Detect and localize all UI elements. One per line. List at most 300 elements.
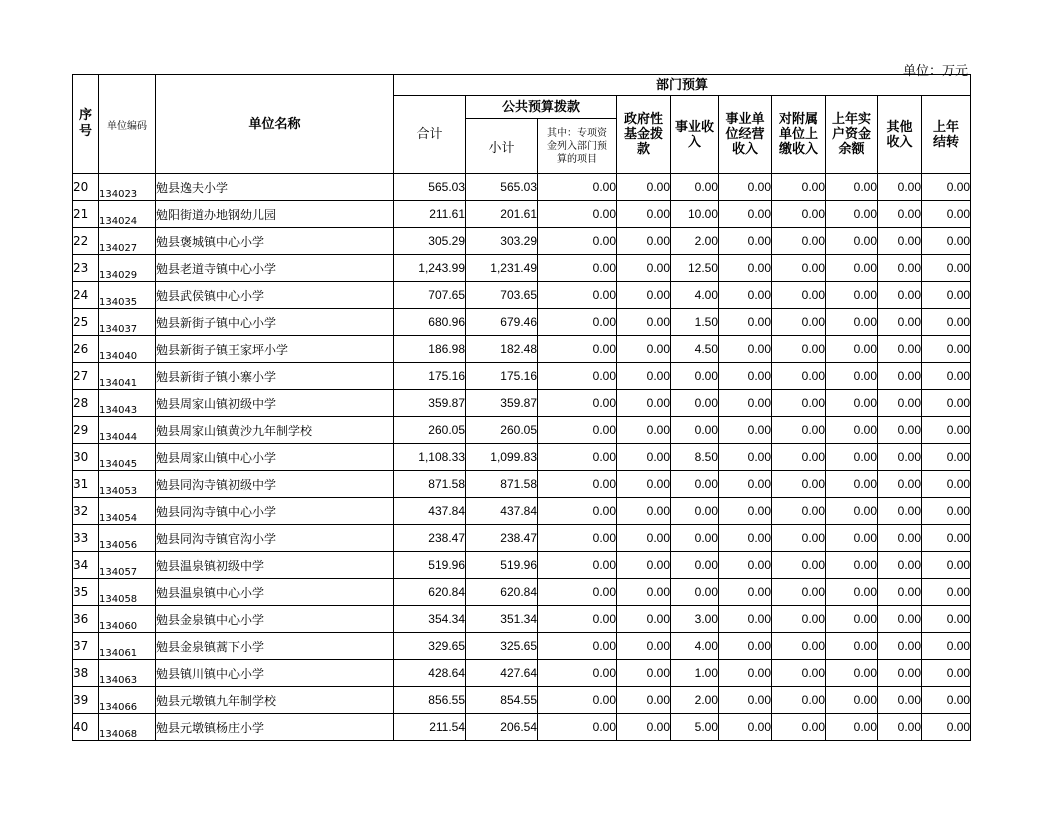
- total-cell: 359.87: [394, 390, 466, 417]
- name-cell: 勉县镇川镇中心小学: [156, 660, 394, 687]
- total-cell: 519.96: [394, 552, 466, 579]
- business-income-cell: 5.00: [671, 714, 719, 741]
- carryover-cell: 0.00: [922, 417, 971, 444]
- subtotal-cell: 359.87: [466, 390, 538, 417]
- subtotal-cell: 427.64: [466, 660, 538, 687]
- subtotal-cell: 437.84: [466, 498, 538, 525]
- other-income-cell: 0.00: [878, 282, 922, 309]
- last-year-balance-cell: 0.00: [826, 606, 878, 633]
- last-year-balance-cell: 0.00: [826, 498, 878, 525]
- subtotal-cell: 703.65: [466, 282, 538, 309]
- other-income-cell: 0.00: [878, 444, 922, 471]
- operating-income-cell: 0.00: [719, 201, 772, 228]
- special-cell: 0.00: [538, 660, 617, 687]
- seq-cell: 20: [73, 174, 99, 201]
- seq-cell: 26: [73, 336, 99, 363]
- carryover-cell: 0.00: [922, 714, 971, 741]
- header-dept-budget: 部门预算: [394, 75, 971, 96]
- subtotal-cell: 871.58: [466, 471, 538, 498]
- table-row: [73, 498, 971, 525]
- code-cell: 134063: [99, 660, 156, 687]
- code-cell: 134037: [99, 309, 156, 336]
- header-business-income: 事业收入: [671, 96, 719, 174]
- table-row: [73, 444, 971, 471]
- total-cell: 238.47: [394, 525, 466, 552]
- business-income-cell: 0.00: [671, 498, 719, 525]
- carryover-cell: 0.00: [922, 282, 971, 309]
- business-income-cell: 0.00: [671, 417, 719, 444]
- other-income-cell: 0.00: [878, 687, 922, 714]
- total-cell: 680.96: [394, 309, 466, 336]
- subordinate-income-cell: 0.00: [772, 174, 826, 201]
- gov-fund-cell: 0.00: [617, 228, 671, 255]
- code-cell: 134068: [99, 714, 156, 741]
- name-cell: 勉县周家山镇中心小学: [156, 444, 394, 471]
- name-cell: 勉县温泉镇中心小学: [156, 579, 394, 606]
- subordinate-income-cell: 0.00: [772, 255, 826, 282]
- code-cell: 134060: [99, 606, 156, 633]
- carryover-cell: 0.00: [922, 552, 971, 579]
- special-cell: 0.00: [538, 282, 617, 309]
- seq-cell: 37: [73, 633, 99, 660]
- operating-income-cell: 0.00: [719, 471, 772, 498]
- business-income-cell: 10.00: [671, 201, 719, 228]
- seq-cell: 30: [73, 444, 99, 471]
- header-special: 其中：专项资金列入部门预算的项目: [538, 119, 617, 174]
- other-income-cell: 0.00: [878, 309, 922, 336]
- seq-cell: 34: [73, 552, 99, 579]
- subordinate-income-cell: 0.00: [772, 498, 826, 525]
- name-cell: 勉县老道寺镇中心小学: [156, 255, 394, 282]
- gov-fund-cell: 0.00: [617, 255, 671, 282]
- gov-fund-cell: 0.00: [617, 417, 671, 444]
- table-row: [73, 174, 971, 201]
- name-cell: 勉县新街子镇中心小学: [156, 309, 394, 336]
- code-cell: 134057: [99, 552, 156, 579]
- subordinate-income-cell: 0.00: [772, 687, 826, 714]
- code-cell: 134023: [99, 174, 156, 201]
- subordinate-income-cell: 0.00: [772, 282, 826, 309]
- header-code: 单位编码: [99, 75, 156, 174]
- table-row: [73, 201, 971, 228]
- last-year-balance-cell: 0.00: [826, 714, 878, 741]
- gov-fund-cell: 0.00: [617, 390, 671, 417]
- subtotal-cell: 260.05: [466, 417, 538, 444]
- code-cell: 134045: [99, 444, 156, 471]
- operating-income-cell: 0.00: [719, 525, 772, 552]
- subordinate-income-cell: 0.00: [772, 471, 826, 498]
- business-income-cell: 8.50: [671, 444, 719, 471]
- seq-cell: 23: [73, 255, 99, 282]
- total-cell: 620.84: [394, 579, 466, 606]
- other-income-cell: 0.00: [878, 390, 922, 417]
- subtotal-cell: 182.48: [466, 336, 538, 363]
- operating-income-cell: 0.00: [719, 714, 772, 741]
- last-year-balance-cell: 0.00: [826, 390, 878, 417]
- header-name: 单位名称: [156, 75, 394, 174]
- subordinate-income-cell: 0.00: [772, 363, 826, 390]
- code-cell: 134058: [99, 579, 156, 606]
- subtotal-cell: 1,231.49: [466, 255, 538, 282]
- business-income-cell: 0.00: [671, 471, 719, 498]
- business-income-cell: 4.50: [671, 336, 719, 363]
- other-income-cell: 0.00: [878, 633, 922, 660]
- carryover-cell: 0.00: [922, 633, 971, 660]
- subtotal-cell: 519.96: [466, 552, 538, 579]
- subtotal-cell: 201.61: [466, 201, 538, 228]
- last-year-balance-cell: 0.00: [826, 201, 878, 228]
- table-row: [73, 255, 971, 282]
- operating-income-cell: 0.00: [719, 282, 772, 309]
- subordinate-income-cell: 0.00: [772, 228, 826, 255]
- code-cell: 134041: [99, 363, 156, 390]
- gov-fund-cell: 0.00: [617, 525, 671, 552]
- subordinate-income-cell: 0.00: [772, 633, 826, 660]
- last-year-balance-cell: 0.00: [826, 660, 878, 687]
- seq-cell: 36: [73, 606, 99, 633]
- special-cell: 0.00: [538, 255, 617, 282]
- name-cell: 勉县金泉镇中心小学: [156, 606, 394, 633]
- subtotal-cell: 175.16: [466, 363, 538, 390]
- seq-cell: 25: [73, 309, 99, 336]
- seq-cell: 24: [73, 282, 99, 309]
- total-cell: 871.58: [394, 471, 466, 498]
- last-year-balance-cell: 0.00: [826, 282, 878, 309]
- gov-fund-cell: 0.00: [617, 606, 671, 633]
- business-income-cell: 1.00: [671, 660, 719, 687]
- other-income-cell: 0.00: [878, 525, 922, 552]
- special-cell: 0.00: [538, 579, 617, 606]
- subtotal-cell: 206.54: [466, 714, 538, 741]
- seq-cell: 22: [73, 228, 99, 255]
- total-cell: 329.65: [394, 633, 466, 660]
- subtotal-cell: 1,099.83: [466, 444, 538, 471]
- table-row: [73, 606, 971, 633]
- business-income-cell: 1.50: [671, 309, 719, 336]
- special-cell: 0.00: [538, 633, 617, 660]
- operating-income-cell: 0.00: [719, 498, 772, 525]
- table-row: [73, 552, 971, 579]
- other-income-cell: 0.00: [878, 606, 922, 633]
- name-cell: 勉县周家山镇黄沙九年制学校: [156, 417, 394, 444]
- header-gov-fund: 政府性基金拨款: [617, 96, 671, 174]
- header-total: 合计: [394, 96, 466, 174]
- subordinate-income-cell: 0.00: [772, 390, 826, 417]
- last-year-balance-cell: 0.00: [826, 525, 878, 552]
- operating-income-cell: 0.00: [719, 390, 772, 417]
- subordinate-income-cell: 0.00: [772, 525, 826, 552]
- special-cell: 0.00: [538, 687, 617, 714]
- operating-income-cell: 0.00: [719, 228, 772, 255]
- code-cell: 134029: [99, 255, 156, 282]
- total-cell: 175.16: [394, 363, 466, 390]
- table-row: [73, 363, 971, 390]
- total-cell: 707.65: [394, 282, 466, 309]
- table-row: [73, 525, 971, 552]
- subtotal-cell: 325.65: [466, 633, 538, 660]
- table-row: [73, 417, 971, 444]
- subtotal-cell: 238.47: [466, 525, 538, 552]
- subordinate-income-cell: 0.00: [772, 606, 826, 633]
- operating-income-cell: 0.00: [719, 606, 772, 633]
- special-cell: 0.00: [538, 309, 617, 336]
- header-carryover: 上年结转: [922, 96, 971, 174]
- business-income-cell: 2.00: [671, 228, 719, 255]
- subtotal-cell: 351.34: [466, 606, 538, 633]
- header-other-income: 其他收入: [878, 96, 922, 174]
- last-year-balance-cell: 0.00: [826, 579, 878, 606]
- subtotal-cell: 565.03: [466, 174, 538, 201]
- header-subordinate-income: 对附属单位上缴收入: [772, 96, 826, 174]
- seq-cell: 21: [73, 201, 99, 228]
- table-row: [73, 336, 971, 363]
- subordinate-income-cell: 0.00: [772, 444, 826, 471]
- special-cell: 0.00: [538, 390, 617, 417]
- gov-fund-cell: 0.00: [617, 687, 671, 714]
- other-income-cell: 0.00: [878, 336, 922, 363]
- other-income-cell: 0.00: [878, 228, 922, 255]
- operating-income-cell: 0.00: [719, 417, 772, 444]
- name-cell: 勉县周家山镇初级中学: [156, 390, 394, 417]
- carryover-cell: 0.00: [922, 471, 971, 498]
- special-cell: 0.00: [538, 228, 617, 255]
- gov-fund-cell: 0.00: [617, 174, 671, 201]
- table-row: [73, 687, 971, 714]
- name-cell: 勉县逸夫小学: [156, 174, 394, 201]
- operating-income-cell: 0.00: [719, 687, 772, 714]
- header-subtotal: 小计: [466, 119, 538, 174]
- gov-fund-cell: 0.00: [617, 444, 671, 471]
- carryover-cell: 0.00: [922, 174, 971, 201]
- last-year-balance-cell: 0.00: [826, 363, 878, 390]
- seq-cell: 27: [73, 363, 99, 390]
- business-income-cell: 0.00: [671, 390, 719, 417]
- operating-income-cell: 0.00: [719, 660, 772, 687]
- special-cell: 0.00: [538, 714, 617, 741]
- code-cell: 134027: [99, 228, 156, 255]
- last-year-balance-cell: 0.00: [826, 336, 878, 363]
- total-cell: 211.54: [394, 714, 466, 741]
- carryover-cell: 0.00: [922, 363, 971, 390]
- last-year-balance-cell: 0.00: [826, 228, 878, 255]
- special-cell: 0.00: [538, 336, 617, 363]
- name-cell: 勉县温泉镇初级中学: [156, 552, 394, 579]
- operating-income-cell: 0.00: [719, 255, 772, 282]
- carryover-cell: 0.00: [922, 579, 971, 606]
- gov-fund-cell: 0.00: [617, 471, 671, 498]
- business-income-cell: 0.00: [671, 552, 719, 579]
- last-year-balance-cell: 0.00: [826, 444, 878, 471]
- operating-income-cell: 0.00: [719, 552, 772, 579]
- code-cell: 134066: [99, 687, 156, 714]
- seq-cell: 31: [73, 471, 99, 498]
- subordinate-income-cell: 0.00: [772, 417, 826, 444]
- other-income-cell: 0.00: [878, 471, 922, 498]
- last-year-balance-cell: 0.00: [826, 633, 878, 660]
- business-income-cell: 0.00: [671, 525, 719, 552]
- subordinate-income-cell: 0.00: [772, 714, 826, 741]
- gov-fund-cell: 0.00: [617, 660, 671, 687]
- business-income-cell: 0.00: [671, 174, 719, 201]
- special-cell: 0.00: [538, 201, 617, 228]
- code-cell: 134044: [99, 417, 156, 444]
- table-row: [73, 633, 971, 660]
- table-row: [73, 282, 971, 309]
- name-cell: 勉县同沟寺镇官沟小学: [156, 525, 394, 552]
- gov-fund-cell: 0.00: [617, 282, 671, 309]
- operating-income-cell: 0.00: [719, 309, 772, 336]
- subordinate-income-cell: 0.00: [772, 201, 826, 228]
- last-year-balance-cell: 0.00: [826, 552, 878, 579]
- gov-fund-cell: 0.00: [617, 336, 671, 363]
- seq-cell: 40: [73, 714, 99, 741]
- seq-cell: 33: [73, 525, 99, 552]
- name-cell: 勉县同沟寺镇初级中学: [156, 471, 394, 498]
- operating-income-cell: 0.00: [719, 633, 772, 660]
- gov-fund-cell: 0.00: [617, 201, 671, 228]
- name-cell: 勉县新街子镇王家坪小学: [156, 336, 394, 363]
- other-income-cell: 0.00: [878, 660, 922, 687]
- total-cell: 211.61: [394, 201, 466, 228]
- subtotal-cell: 620.84: [466, 579, 538, 606]
- code-cell: 134043: [99, 390, 156, 417]
- other-income-cell: 0.00: [878, 174, 922, 201]
- other-income-cell: 0.00: [878, 714, 922, 741]
- table-row: [73, 660, 971, 687]
- name-cell: 勉县元墩镇九年制学校: [156, 687, 394, 714]
- other-income-cell: 0.00: [878, 579, 922, 606]
- total-cell: 1,243.99: [394, 255, 466, 282]
- other-income-cell: 0.00: [878, 201, 922, 228]
- last-year-balance-cell: 0.00: [826, 174, 878, 201]
- carryover-cell: 0.00: [922, 336, 971, 363]
- special-cell: 0.00: [538, 471, 617, 498]
- total-cell: 1,108.33: [394, 444, 466, 471]
- other-income-cell: 0.00: [878, 498, 922, 525]
- carryover-cell: 0.00: [922, 309, 971, 336]
- name-cell: 勉县武侯镇中心小学: [156, 282, 394, 309]
- subtotal-cell: 854.55: [466, 687, 538, 714]
- special-cell: 0.00: [538, 525, 617, 552]
- carryover-cell: 0.00: [922, 525, 971, 552]
- total-cell: 856.55: [394, 687, 466, 714]
- gov-fund-cell: 0.00: [617, 552, 671, 579]
- carryover-cell: 0.00: [922, 660, 971, 687]
- header-last-year-balance: 上年实户资金余额: [826, 96, 878, 174]
- gov-fund-cell: 0.00: [617, 363, 671, 390]
- code-cell: 134054: [99, 498, 156, 525]
- carryover-cell: 0.00: [922, 444, 971, 471]
- seq-cell: 29: [73, 417, 99, 444]
- subtotal-cell: 303.29: [466, 228, 538, 255]
- name-cell: 勉县褒城镇中心小学: [156, 228, 394, 255]
- last-year-balance-cell: 0.00: [826, 417, 878, 444]
- unit-label: 单位：万元: [902, 64, 968, 79]
- table-row: [73, 228, 971, 255]
- carryover-cell: 0.00: [922, 228, 971, 255]
- name-cell: 勉县新街子镇小寨小学: [156, 363, 394, 390]
- name-cell: 勉县金泉镇蒿下小学: [156, 633, 394, 660]
- business-income-cell: 0.00: [671, 363, 719, 390]
- business-income-cell: 0.00: [671, 579, 719, 606]
- budget-table: [72, 74, 971, 741]
- subordinate-income-cell: 0.00: [772, 552, 826, 579]
- table-row: [73, 390, 971, 417]
- name-cell: 勉阳街道办地钢幼儿园: [156, 201, 394, 228]
- seq-cell: 28: [73, 390, 99, 417]
- gov-fund-cell: 0.00: [617, 633, 671, 660]
- other-income-cell: 0.00: [878, 363, 922, 390]
- carryover-cell: 0.00: [922, 390, 971, 417]
- table-row: [73, 309, 971, 336]
- total-cell: 428.64: [394, 660, 466, 687]
- gov-fund-cell: 0.00: [617, 714, 671, 741]
- seq-cell: 38: [73, 660, 99, 687]
- code-cell: 134035: [99, 282, 156, 309]
- carryover-cell: 0.00: [922, 687, 971, 714]
- last-year-balance-cell: 0.00: [826, 255, 878, 282]
- header-operating-income: 事业单位经营收入: [719, 96, 772, 174]
- operating-income-cell: 0.00: [719, 174, 772, 201]
- table-row: [73, 714, 971, 741]
- business-income-cell: 4.00: [671, 282, 719, 309]
- name-cell: 勉县同沟寺镇中心小学: [156, 498, 394, 525]
- code-cell: 134061: [99, 633, 156, 660]
- other-income-cell: 0.00: [878, 552, 922, 579]
- last-year-balance-cell: 0.00: [826, 687, 878, 714]
- special-cell: 0.00: [538, 498, 617, 525]
- total-cell: 437.84: [394, 498, 466, 525]
- gov-fund-cell: 0.00: [617, 309, 671, 336]
- total-cell: 260.05: [394, 417, 466, 444]
- header-public-budget: 公共预算拨款: [466, 96, 617, 119]
- carryover-cell: 0.00: [922, 498, 971, 525]
- table-header: [73, 75, 971, 174]
- operating-income-cell: 0.00: [719, 444, 772, 471]
- table-row: [73, 579, 971, 606]
- business-income-cell: 12.50: [671, 255, 719, 282]
- carryover-cell: 0.00: [922, 255, 971, 282]
- operating-income-cell: 0.00: [719, 363, 772, 390]
- other-income-cell: 0.00: [878, 255, 922, 282]
- total-cell: 305.29: [394, 228, 466, 255]
- seq-cell: 32: [73, 498, 99, 525]
- other-income-cell: 0.00: [878, 417, 922, 444]
- subordinate-income-cell: 0.00: [772, 579, 826, 606]
- gov-fund-cell: 0.00: [617, 498, 671, 525]
- code-cell: 134053: [99, 471, 156, 498]
- business-income-cell: 4.00: [671, 633, 719, 660]
- last-year-balance-cell: 0.00: [826, 309, 878, 336]
- special-cell: 0.00: [538, 174, 617, 201]
- code-cell: 134056: [99, 525, 156, 552]
- special-cell: 0.00: [538, 417, 617, 444]
- operating-income-cell: 0.00: [719, 579, 772, 606]
- name-cell: 勉县元墩镇杨庄小学: [156, 714, 394, 741]
- table-row: [73, 471, 971, 498]
- code-cell: 134024: [99, 201, 156, 228]
- subtotal-cell: 679.46: [466, 309, 538, 336]
- total-cell: 565.03: [394, 174, 466, 201]
- table-body: [73, 174, 971, 741]
- last-year-balance-cell: 0.00: [826, 471, 878, 498]
- subordinate-income-cell: 0.00: [772, 660, 826, 687]
- header-seq: 序号: [73, 75, 99, 174]
- special-cell: 0.00: [538, 363, 617, 390]
- business-income-cell: 2.00: [671, 687, 719, 714]
- seq-cell: 35: [73, 579, 99, 606]
- gov-fund-cell: 0.00: [617, 579, 671, 606]
